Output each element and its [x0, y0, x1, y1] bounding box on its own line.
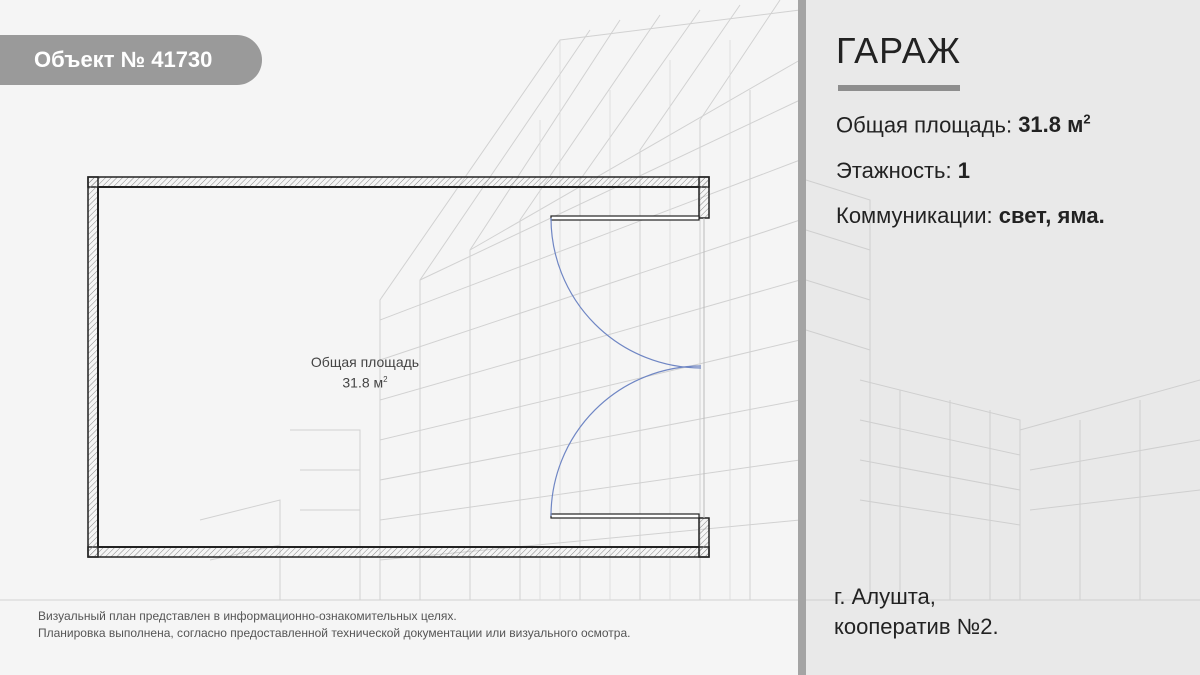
total-area-value: 31.8 $м^2$ — [1018, 112, 1091, 138]
utilities-label: Коммуникации: — [836, 203, 993, 228]
address — [834, 582, 999, 642]
floors-value: 1 — [957, 158, 971, 183]
title-underline — [838, 85, 960, 91]
total-area-label: Общая площадь: — [836, 112, 1013, 138]
floors-label: Этажность: — [836, 158, 952, 183]
plan-area-caption: Общая площадь — [310, 354, 420, 370]
garage-door — [551, 216, 704, 518]
disclaimer-line-2: Планировка выполнена, согласно предоставленной технической документации или визуального осмотра. — [38, 626, 631, 640]
disclaimer-line-1: Визуальный план представлен в информационно-ознакомительных целях. — [38, 609, 457, 623]
plan-area-label — [270, 353, 460, 392]
utilities-row — [836, 203, 1105, 229]
object-number-badge: Объект № 41730 — [0, 35, 262, 85]
panel-divider — [798, 0, 806, 675]
floors-row — [836, 158, 970, 184]
utilities-value: свет, яма. — [998, 203, 1105, 228]
plan-area-value: 31.8 $м^2$ — [342, 374, 388, 391]
disclaimer — [38, 608, 630, 642]
address-cooperative: кооператив №2. — [834, 614, 999, 639]
property-type-title: ГАРАЖ — [836, 30, 961, 71]
total-area-row — [836, 112, 1091, 138]
address-city: г. Алушта, — [834, 584, 936, 609]
